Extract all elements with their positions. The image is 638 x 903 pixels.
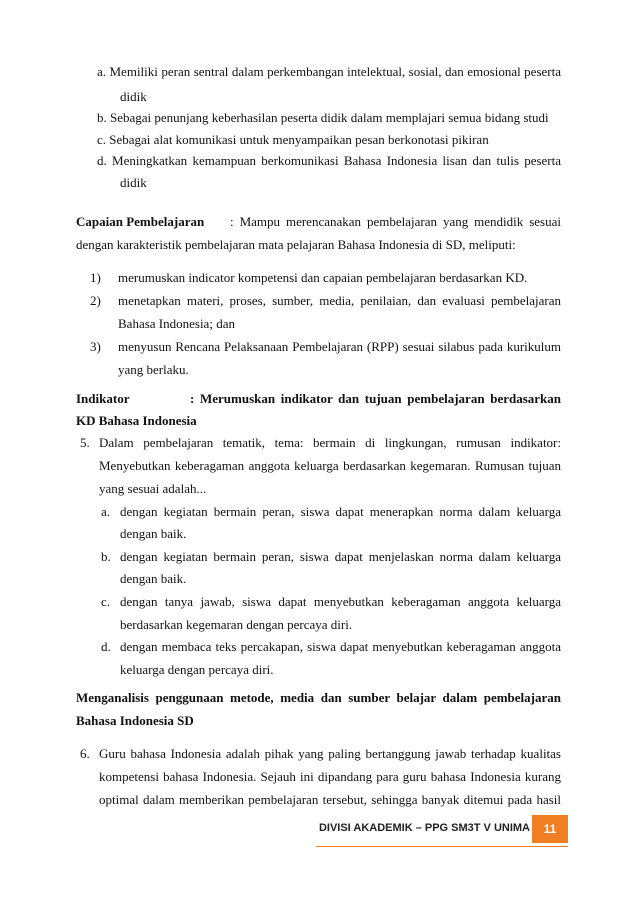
capaian-item3-num: 3) — [90, 339, 101, 354]
q5-number: 5. — [80, 435, 90, 450]
q5-option-c-line1: dengan tanya jawab, siswa dapat menyebutkan keberagaman anggota keluarga — [120, 594, 561, 609]
objective-a-line1: a. Memiliki peran sentral dalam perkembangan intelektual, sosial, dan emosional peserta — [97, 64, 561, 79]
indikator-text-line1: : Merumuskan indikator dan tujuan pembelajaran berdasarkan — [190, 391, 561, 406]
q5-option-a-letter: a. — [101, 504, 111, 519]
objective-a-line2: didik — [120, 89, 147, 104]
q6-line3: optimal dalam memberikan pembelajaran tersebut, sehingga banyak ditemui pada hasil — [99, 792, 561, 807]
q5-option-c-line2: berdasarkan kegemaran dengan percaya diri. — [120, 617, 353, 632]
q5-option-d-line2: keluarga dengan percaya diri. — [120, 662, 274, 677]
capaian-item3-line1: menyusun Rencana Pelaksanaan Pembelajaran (RPP) sesuai silabus pada kurikulum — [118, 339, 561, 354]
q6-number: 6. — [80, 746, 90, 761]
footer-text: DIVISI AKADEMIK – PPG SM3T V UNIMA — [318, 822, 530, 834]
section-heading-line2: Bahasa Indonesia SD — [76, 713, 194, 728]
capaian-item2-line2: Bahasa Indonesia; dan — [118, 316, 235, 331]
capaian-item1-num: 1) — [90, 270, 101, 285]
capaian-label: Capaian Pembelajaran — [76, 214, 205, 229]
objective-b: b. Sebagai penunjang keberhasilan peserta didik dalam memplajari semua bidang studi — [97, 110, 549, 125]
footer-divider — [316, 846, 568, 847]
objective-d-line1: d. Meningkatkan kemampuan berkomunikasi Bahasa Indonesia lisan dan tulis peserta — [97, 153, 561, 168]
q5-option-d-line1: dengan membaca teks percakapan, siswa dapat menyebutkan keberagaman anggota — [120, 639, 561, 654]
objective-d-line2: didik — [120, 175, 147, 190]
q5-option-a-line1: dengan kegiatan bermain peran, siswa dapat menerapkan norma dalam keluarga — [120, 504, 561, 519]
capaian-item1-text: merumuskan indicator kompetensi dan capaian pembelajaran berdasarkan KD. — [118, 270, 528, 285]
indikator-text-line2: KD Bahasa Indonesia — [76, 413, 197, 428]
section-heading-line1: Menganalisis penggunaan metode, media dan sumber belajar dalam pembelajaran — [76, 690, 561, 705]
q5-option-b-letter: b. — [101, 549, 111, 564]
q6-line1: Guru bahasa Indonesia adalah pihak yang paling bertanggung jawab terhadap kualitas — [99, 746, 561, 761]
capaian-text-line2: dengan karakteristik pembelajaran mata pelajaran Bahasa Indonesia di SD, meliputi: — [76, 237, 516, 252]
page-number-box — [532, 815, 568, 843]
q5-option-d-letter: d. — [101, 639, 111, 654]
capaian-item2-line1: menetapkan materi, proses, sumber, media, penilaian, dan evaluasi pembelajaran — [118, 293, 561, 308]
q5-option-b-line1: dengan kegiatan bermain peran, siswa dapat menjelaskan norma dalam keluarga — [120, 549, 561, 564]
q5-line1: Dalam pembelajaran tematik, tema: bermain di lingkungan, rumusan indikator: — [99, 435, 561, 450]
q5-line2: Menyebutkan keberagaman anggota keluarga berdasarkan kegemaran. Rumusan tujuan — [99, 458, 561, 473]
capaian-item3-line2: yang berlaku. — [118, 362, 189, 377]
q5-option-a-line2: dengan baik. — [120, 526, 187, 541]
page-number: 11 — [543, 822, 557, 836]
indikator-label: Indikator — [76, 391, 130, 406]
q5-option-c-letter: c. — [101, 594, 111, 609]
q5-line3: yang sesuai adalah... — [99, 481, 207, 496]
capaian-item2-num: 2) — [90, 293, 101, 308]
objective-c: c. Sebagai alat komunikasi untuk menyampaikan pesan berkonotasi pikiran — [97, 132, 489, 147]
q6-line2: kompetensi bahasa Indonesia. Sejauh ini dipandang para guru bahasa Indonesia kurang — [99, 769, 561, 784]
capaian-text-line1: : Mampu merencanakan pembelajaran yang mendidik sesuai — [230, 214, 561, 229]
q5-option-b-line2: dengan baik. — [120, 571, 187, 586]
